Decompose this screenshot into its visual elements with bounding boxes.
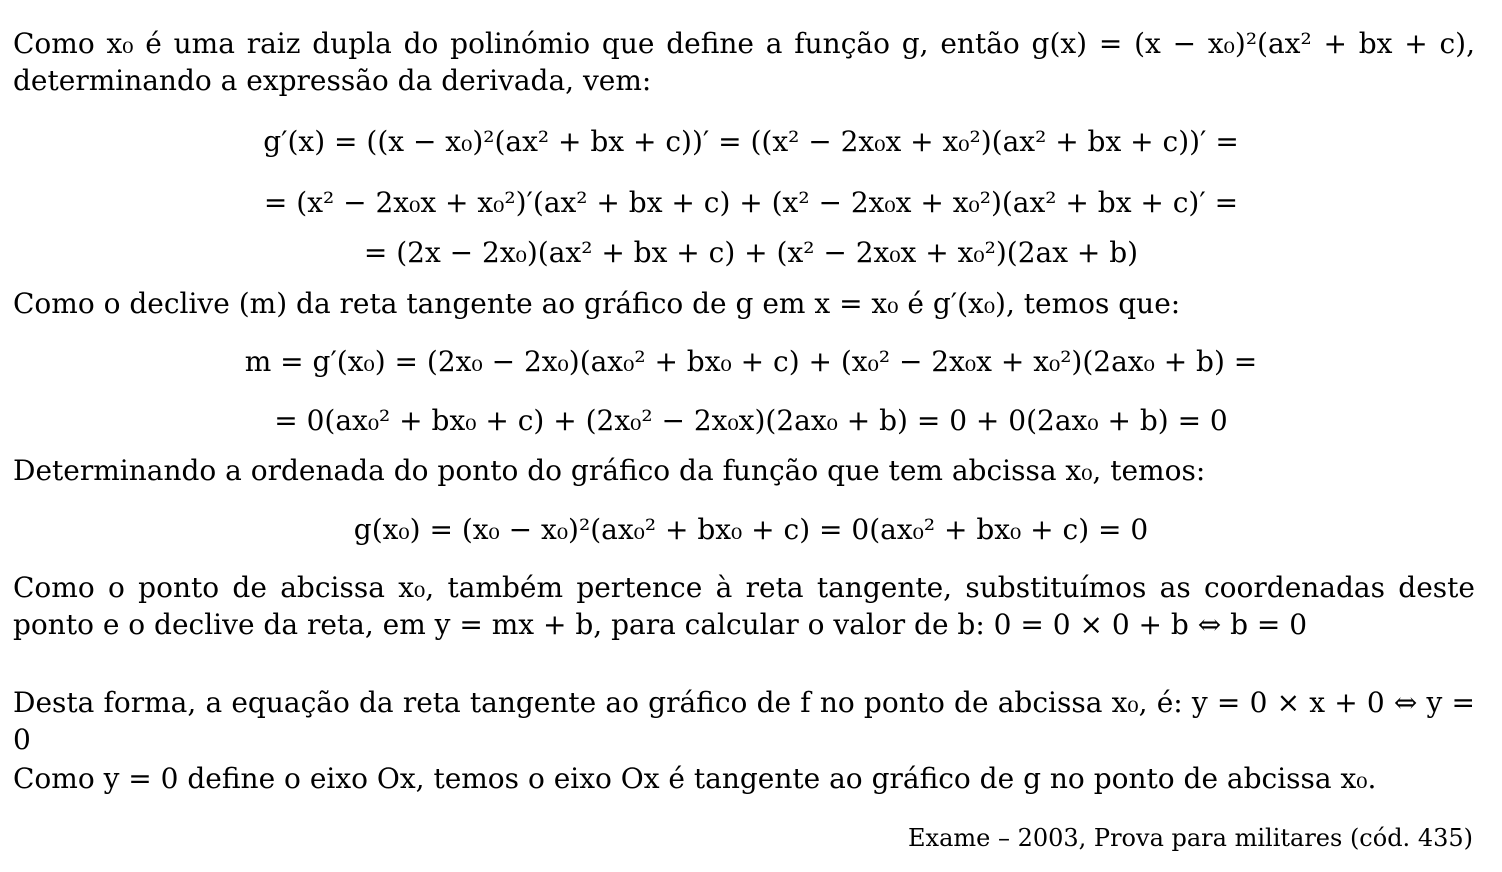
paragraph-tangent-equation: Desta forma, a equação da reta tangente ao gráfico de f no ponto de abcissa x₀, é: y = 0 × x + 0 ⇔ y = 0 — [13, 686, 1475, 756]
paragraph-intro: Como x₀ é uma raiz dupla do polinómio que define a função g, então g(x) = (x − x₀)²(ax² + bx + c), determinando a expressão da derivada, vem: — [13, 27, 1475, 97]
equation-derivative-line-1: g′(x) = ((x − x₀)²(ax² + bx + c))′ = ((x² − 2x₀x + x₀²)(ax² + bx + c))′ = — [263, 125, 1239, 158]
paragraph-ordinate: Determinando a ordenada do ponto do gráfico da função que tem abcissa x₀, temos: — [13, 454, 1206, 487]
equation-derivative-line-3: = (2x − 2x₀)(ax² + bx + c) + (x² − 2x₀x + x₀²)(2ax + b) — [363, 236, 1139, 269]
equation-ordinate: g(x₀) = (x₀ − x₀)²(ax₀² + bx₀ + c) = 0(ax₀² + bx₀ + c) = 0 — [353, 513, 1149, 546]
equation-slope-line-2: = 0(ax₀² + bx₀ + c) + (2x₀² − 2x₀x)(2ax₀ + b) = 0 + 0(2ax₀ + b) = 0 — [274, 404, 1228, 437]
exam-source-citation: Exame – 2003, Prova para militares (cód. 435) — [908, 824, 1473, 852]
equation-slope-line-1: m = g′(x₀) = (2x₀ − 2x₀)(ax₀² + bx₀ + c) + (x₀² − 2x₀x + x₀²)(2ax₀ + b) = — [244, 345, 1258, 378]
paragraph-slope: Como o declive (m) da reta tangente ao gráfico de g em x = x₀ é g′(x₀), temos que: — [13, 287, 1181, 320]
paragraph-intercept: Como o ponto de abcissa x₀, também pertence à reta tangente, substituímos as coordenadas deste ponto e o declive da reta, em y = mx + b, para calcular o valor de b: 0 = 0 × 0 + b ⇔ b = 0 — [13, 571, 1475, 641]
equation-derivative-line-2: = (x² − 2x₀x + x₀²)′(ax² + bx + c) + (x² − 2x₀x + x₀²)(ax² + bx + c)′ = — [263, 186, 1239, 219]
paragraph-conclusion: Como y = 0 define o eixo Ox, temos o eixo Ox é tangente ao gráfico de g no ponto de abcissa x₀. — [13, 762, 1377, 795]
